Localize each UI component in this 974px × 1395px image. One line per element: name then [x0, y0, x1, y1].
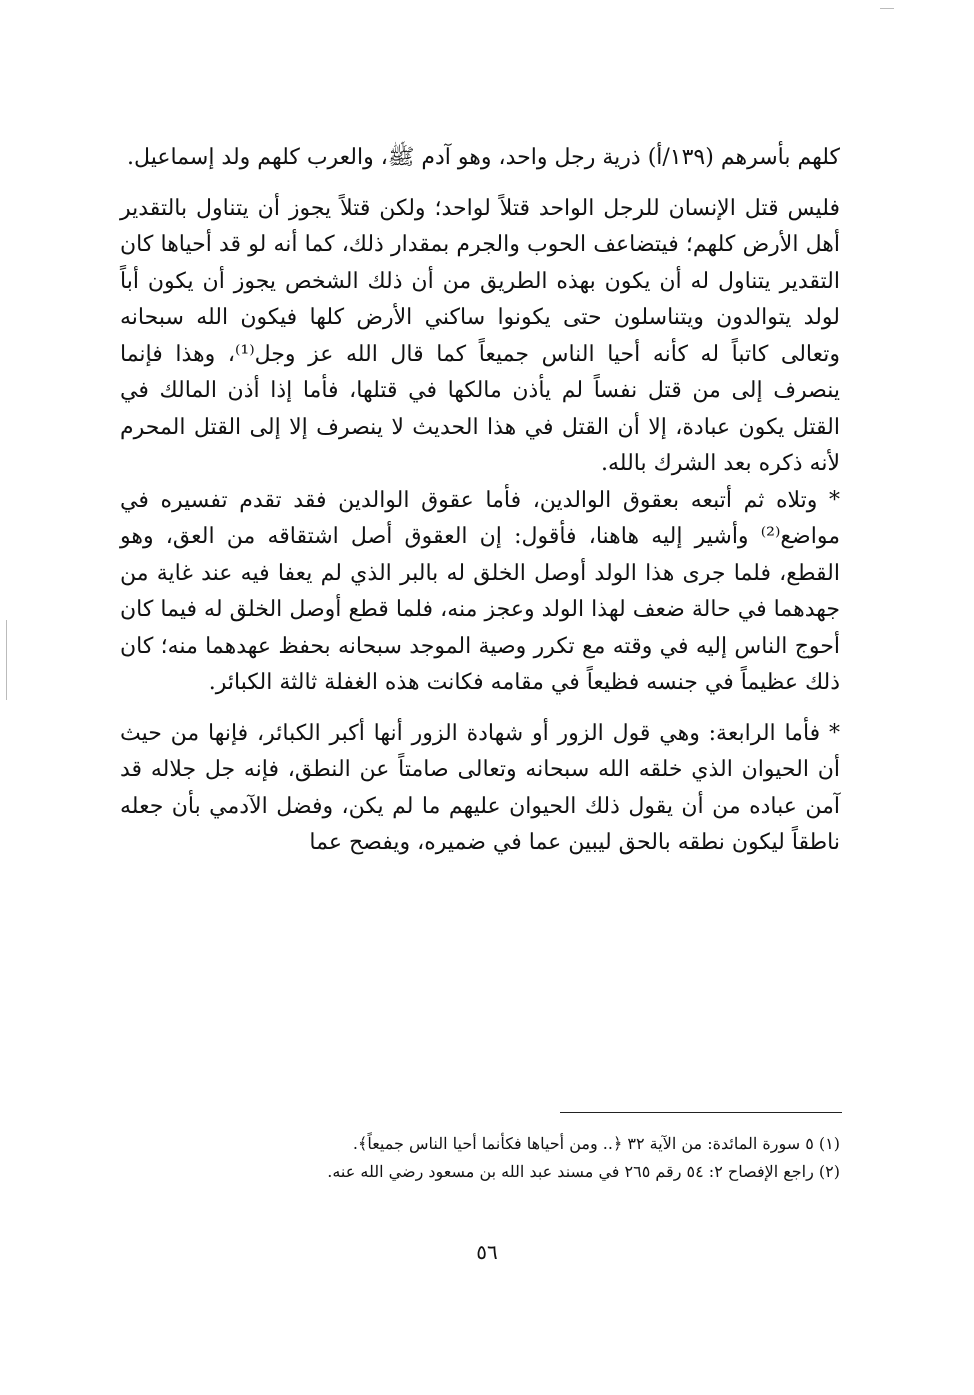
- paragraph: * فأما الرابعة: وهي قول الزور أو شهادة الزور أنها أكبر الكبائر، فإنها من حيث أن الحيوان الذي خلقه الله سبحانه وتعالى صامتاً عن النطق، فإنه جل جلاله قد آمن عباده من أن يقول ذلك الحيوان عليهم ما لم يكن، وفضل الآدمي بأن جعله ناطقاً ليكون نطقه بالحق ليبين عما في ضميره، ويفصح عما: [120, 720, 840, 855]
- footnote: (٢) راجع الإفصاح ٢: ٥٤ رقم ٢٦٥ في مسند عبد الله بن مسعود رضي الله عنه.: [327, 1162, 840, 1181]
- footnote-divider: [560, 1112, 842, 1113]
- footnote: (١) ٥ سورة المائدة: من الآية ٣٢ ﴿.. ومن أحياها فكأنما أحيا الناس جميعاً﴾.: [352, 1134, 840, 1153]
- paragraph: فليس قتل الإنسان للرجل الواحد قتلاً لواحد؛ ولكن قتلاً يجوز أن يتناول بالتقدير أهل الأرض كلهم؛ فيتضاعف الحوب والجرم بمقدار ذلك، كما أنه لو قد أحياها كان التقدير يتناول له أن يكون بهذه الطريق من أن ذلك الشخص يجوز أن يكون أباً لولد يتوالدون ويتناسلون حتى يكونوا ساكني الأرض كلها فيكون الله سبحانه وتعالى كاتباً له كأنه أحيا الناس جميعاً كما قال الله عز وجل⁽¹⁾، وهذا فإنما ينصرف إلى من قتل نفساً لم يأذن مالكها في قتلها، فأما إذا أذن المالك في القتل يكون عبادة، إلا أن القتل في هذا الحديث لا ينصرف إلا إلى القتل المحرم لأنه ذكره بعد الشرك بالله.: [120, 195, 841, 476]
- footnotes: [120, 1130, 840, 1186]
- scan-edge-mark: [6, 620, 7, 700]
- page-number: ٥٦: [476, 1240, 498, 1264]
- scan-edge-mark: [880, 8, 894, 9]
- paragraph: كلهم بأسرهم (١٣٩/أ) ذرية رجل واحد، وهو آدم ﷺ، والعرب كلهم ولد إسماعيل.: [127, 145, 840, 170]
- main-text: [120, 140, 840, 862]
- paragraph: * وتلاه ثم أتبعه بعقوق الوالدين، فأما عقوق الوالدين فقد تقدم تفسيره في مواضع⁽²⁾ وأشير إليه هاهنا، فأقول: إن العقوق أصل اشتقاقه من العق، وهو القطع، فلما جرى هذا الولد أوصل الخلق له بالبر الذي لم يعفا فيه عند غاية من جهدهما في حالة ضعف لهذا الولد وعجز منه، فلما قطع أوصل الخلق له فيما كان أحوج الناس إليه في وقته مع تكرر وصية الموجد سبحانه بحفظ عهدهما منه؛ كان ذلك عظيماً في جنسه فظيعاً في مقامه فكانت هذه الغفلة ثالثة الكبائر.: [120, 487, 840, 695]
